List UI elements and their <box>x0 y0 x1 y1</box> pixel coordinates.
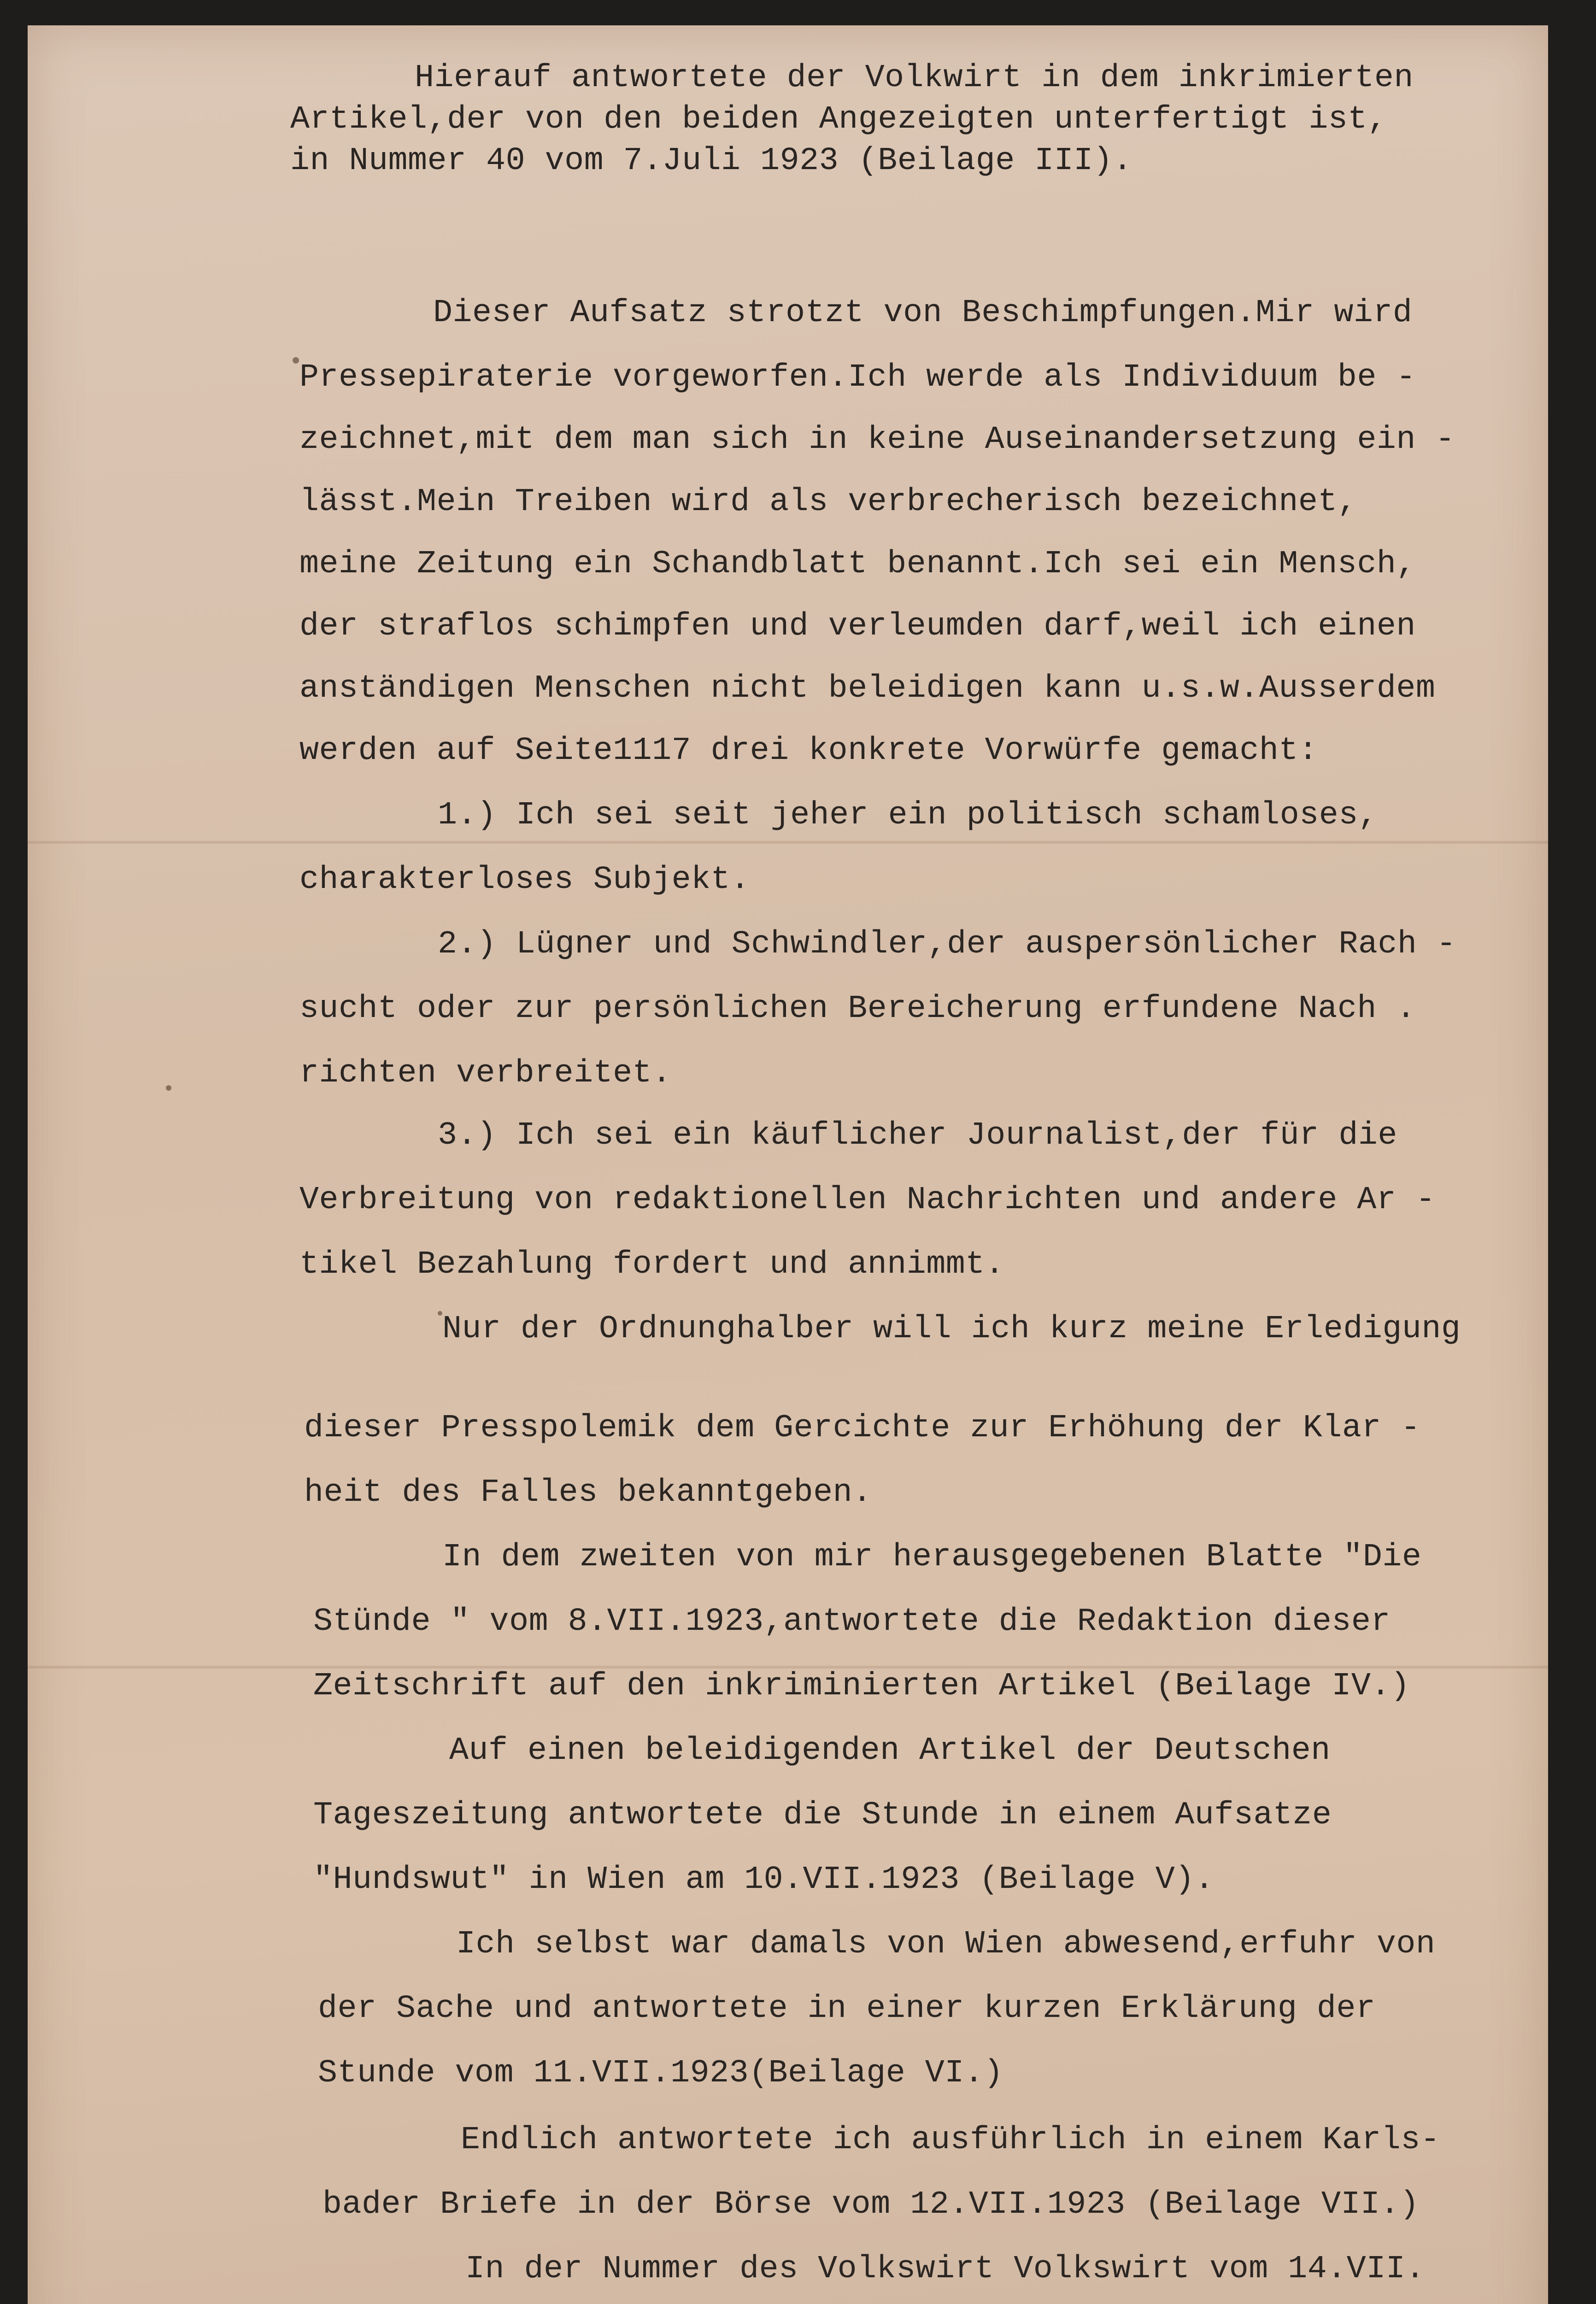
text-line: der straflos schimpfen und verleumden darf,weil ich einen <box>299 608 1416 645</box>
text-line: lässt.Mein Treiben wird als verbrecherisch bezeichnet, <box>299 484 1357 520</box>
text-line: bader Briefe in der Börse vom 12.VII.1923 (Beilage VII.) <box>323 2186 1420 2223</box>
text-line: zeichnet,mit dem man sich in keine Auseinandersetzung ein - <box>299 422 1455 458</box>
text-line: "Hundswut" in Wien am 10.VII.1923 (Beilage V). <box>313 1862 1215 1898</box>
text-line: Stunde vom 11.VII.1923(Beilage VI.) <box>318 2055 1003 2092</box>
text-line: sucht oder zur persönlichen Bereicherung erfundene Nach . <box>299 991 1416 1027</box>
text-line: Ich selbst war damals von Wien abwesend,erfuhr von <box>456 1926 1436 1963</box>
text-line: tikel Bezahlung fordert und annimmt. <box>299 1246 1005 1283</box>
text-line: Artikel,der von den beiden Angezeigten unterfertigt ist, <box>290 101 1387 138</box>
text-line: Tageszeitung antwortete die Stunde in einem Aufsatze <box>313 1797 1332 1834</box>
text-line: in Nummer 40 vom 7.Juli 1923 (Beilage III). <box>290 143 1132 179</box>
paper-speck <box>166 1085 171 1091</box>
paper-speck <box>438 1311 442 1316</box>
text-line: Hierauf antwortete der Volkwirt in dem inkrimierten <box>415 60 1414 96</box>
text-line: Nur der Ordnunghalber will ich kurz meine Erledigung <box>442 1311 1461 1347</box>
text-line: Verbreitung von redaktionellen Nachrichten und andere Ar - <box>299 1182 1436 1218</box>
text-line: heit des Falles bekanntgeben. <box>304 1475 872 1511</box>
text-line: richten verbreitet. <box>299 1055 672 1092</box>
text-line: Pressepiraterie vorgeworfen.Ich werde als Individuum be - <box>299 359 1416 396</box>
paper-speck <box>293 357 299 364</box>
text-line: In dem zweiten von mir herausgegebenen Blatte "Die <box>442 1539 1422 1575</box>
text-line: anständigen Menschen nicht beleidigen kann u.s.w.Ausserdem <box>299 670 1436 707</box>
text-line: 3.) Ich sei ein käuflicher Journalist,der für die <box>438 1117 1397 1154</box>
text-line: charakterloses Subjekt. <box>299 862 750 898</box>
text-line: der Sache und antwortete in einer kurzen Erklärung der <box>318 1991 1376 2027</box>
text-line: meine Zeitung ein Schandblatt benannt.Ich sei ein Mensch, <box>299 546 1416 582</box>
typewritten-page <box>28 25 1548 2304</box>
paper-fold <box>28 841 1548 844</box>
text-line: dieser Presspolemik dem Gercichte zur Erhöhung der Klar - <box>304 1410 1420 1446</box>
text-line: Endlich antwortete ich ausführlich in einem Karls- <box>461 2122 1440 2158</box>
text-line: Zeitschrift auf den inkriminierten Artikel (Beilage IV.) <box>313 1668 1410 1704</box>
text-line: werden auf Seite1117 drei konkrete Vorwürfe gemacht: <box>299 733 1318 769</box>
text-line: 1.) Ich sei seit jeher ein politisch schamloses, <box>438 797 1378 834</box>
text-line: Auf einen beleidigenden Artikel der Deutschen <box>449 1733 1331 1769</box>
text-line: In der Nummer des Volkswirt Volkswirt vom 14.VII. <box>465 2251 1425 2287</box>
text-line: 2.) Lügner und Schwindler,der auspersönlicher Rach - <box>438 926 1456 963</box>
text-line: Dieser Aufsatz strotzt von Beschimpfungen.Mir wird <box>433 295 1413 331</box>
text-line: Stünde " vom 8.VII.1923,antwortete die Redaktion dieser <box>313 1604 1391 1640</box>
